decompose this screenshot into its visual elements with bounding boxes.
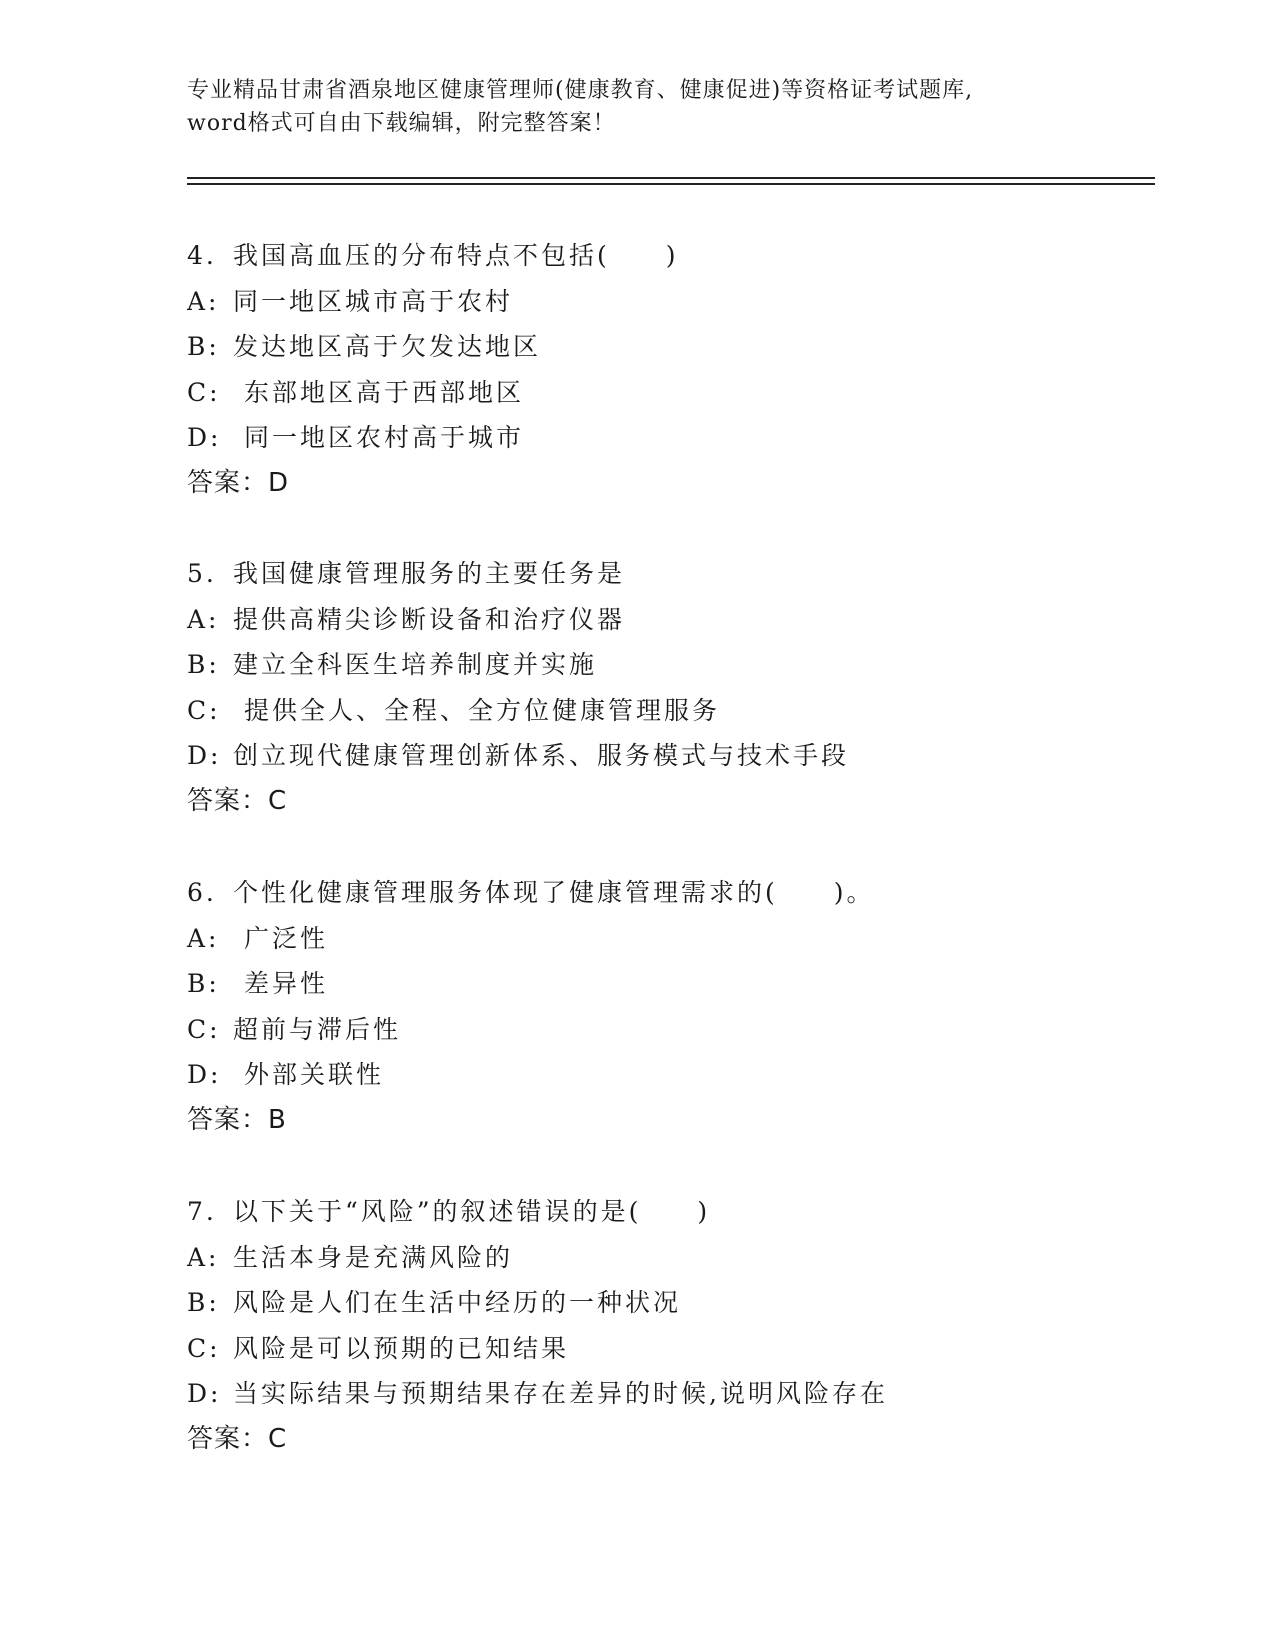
option-text: 外部关联性 xyxy=(233,1060,384,1090)
option-key: C: xyxy=(187,1014,221,1044)
option-text: 发达地区高于欠发达地区 xyxy=(233,332,542,362)
question-number: 5. xyxy=(187,559,217,588)
option-text: 当实际结果与预期结果存在差异的时候,说明风险存在 xyxy=(233,1379,888,1409)
header-line-2: word格式可自由下载编辑，附完整答案！ xyxy=(187,111,616,136)
option-text: 超前与滞后性 xyxy=(233,1014,402,1044)
question-text: 以下关于“风险”的叙述错误的是( ) xyxy=(233,1197,711,1226)
option-d xyxy=(187,733,1147,779)
question-text: 个性化健康管理服务体现了健康管理需求的( )。 xyxy=(233,878,875,907)
question-stem xyxy=(187,870,1147,916)
option-text: 差异性 xyxy=(233,969,328,999)
question-number: 6. xyxy=(187,878,217,907)
option-key: C: xyxy=(187,1333,221,1363)
question-5 xyxy=(187,551,1147,825)
option-key: A: xyxy=(187,286,220,316)
question-stem xyxy=(187,551,1147,597)
answer-line: 答案：C xyxy=(187,1423,288,1454)
question-number: 4. xyxy=(187,241,217,270)
option-text: 风险是可以预期的已知结果 xyxy=(233,1333,570,1363)
option-key: D: xyxy=(187,1060,222,1090)
question-text: 我国高血压的分布特点不包括( ) xyxy=(233,241,679,270)
option-key: A: xyxy=(187,923,220,953)
question-7 xyxy=(187,1189,1147,1463)
option-key: D: xyxy=(187,423,222,453)
option-key: A: xyxy=(187,604,220,634)
option-c xyxy=(187,1007,1147,1053)
option-a xyxy=(187,279,1147,325)
option-key: C: xyxy=(187,695,221,725)
answer-line: 答案：C xyxy=(187,785,288,816)
option-c xyxy=(187,370,1147,416)
option-text: 广泛性 xyxy=(233,923,328,953)
question-stem xyxy=(187,1189,1147,1235)
option-c xyxy=(187,1326,1147,1372)
option-a xyxy=(187,1235,1147,1281)
option-d xyxy=(187,1052,1147,1098)
option-text: 建立全科医生培养制度并实施 xyxy=(233,650,598,680)
option-text: 提供高精尖诊断设备和治疗仪器 xyxy=(233,604,626,634)
header-line-1: 专业精品甘肃省酒泉地区健康管理师(健康教育、健康促进)等资格证考试题库, xyxy=(187,78,974,103)
option-b xyxy=(187,324,1147,370)
question-stem xyxy=(187,233,1147,279)
answer-line: 答案：B xyxy=(187,1104,287,1135)
option-key: C: xyxy=(187,377,221,407)
option-text: 提供全人、全程、全方位健康管理服务 xyxy=(233,695,720,725)
option-a xyxy=(187,597,1147,643)
option-d xyxy=(187,1371,1147,1417)
option-text: 创立现代健康管理创新体系、服务模式与技术手段 xyxy=(233,741,850,771)
option-b xyxy=(187,642,1147,688)
option-key: D: xyxy=(187,1379,222,1409)
header-divider-top xyxy=(187,177,1155,179)
header-divider-bottom xyxy=(187,183,1155,185)
option-key: D: xyxy=(187,741,222,771)
option-key: B: xyxy=(187,650,220,680)
question-4 xyxy=(187,233,1147,507)
option-text: 风险是人们在生活中经历的一种状况 xyxy=(233,1288,682,1318)
question-text: 我国健康管理服务的主要任务是 xyxy=(233,559,626,588)
option-key: A: xyxy=(187,1242,220,1272)
option-key: B: xyxy=(187,969,220,999)
option-c xyxy=(187,688,1147,734)
question-6 xyxy=(187,870,1147,1144)
document-header xyxy=(187,74,1087,140)
option-b xyxy=(187,1280,1147,1326)
option-text: 生活本身是充满风险的 xyxy=(233,1242,514,1272)
option-key: B: xyxy=(187,332,220,362)
question-number: 7. xyxy=(187,1197,217,1226)
option-text: 同一地区农村高于城市 xyxy=(233,423,524,453)
option-text: 同一地区城市高于农村 xyxy=(233,286,514,316)
option-a xyxy=(187,916,1147,962)
option-d xyxy=(187,415,1147,461)
answer-line: 答案：D xyxy=(187,467,290,498)
option-text: 东部地区高于西部地区 xyxy=(233,377,524,407)
option-key: B: xyxy=(187,1288,220,1318)
option-b xyxy=(187,961,1147,1007)
